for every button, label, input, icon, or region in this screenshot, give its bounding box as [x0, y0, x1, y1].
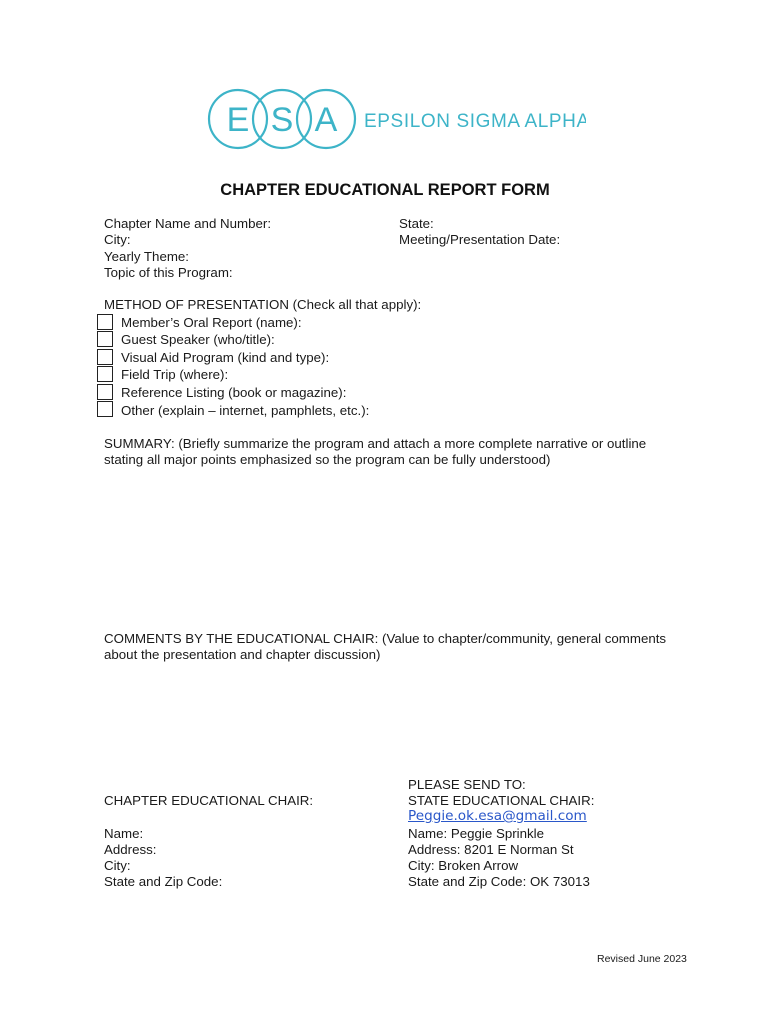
field-yearly-theme: Yearly Theme: — [104, 249, 190, 264]
method-option-other: Other (explain – internet, pamphlets, etc.): — [121, 403, 370, 418]
checkbox-reference-listing[interactable] — [97, 384, 113, 400]
checkbox-field-trip[interactable] — [97, 366, 113, 382]
state-chair-state-zip: State and Zip Code: OK 73013 — [408, 874, 590, 889]
method-option-field-trip: Field Trip (where): — [121, 367, 229, 382]
field-topic: Topic of this Program: — [104, 265, 233, 280]
logo-letter-a: A — [314, 101, 338, 139]
logo-letter-e: E — [226, 101, 250, 139]
chapter-chair-city: City: — [104, 858, 131, 873]
logo-wordmark: EPSILON SIGMA ALPHA — [364, 111, 586, 132]
field-meeting-date: Meeting/Presentation Date: — [399, 232, 561, 247]
method-heading: METHOD OF PRESENTATION (Check all that apply): — [104, 297, 422, 312]
summary-line-2: stating all major points emphasized so the program can be fully understood) — [104, 452, 551, 467]
chapter-chair-heading: CHAPTER EDUCATIONAL CHAIR: — [104, 793, 314, 808]
summary-line-1: SUMMARY: (Briefly summarize the program and attach a more complete narrative or outline — [104, 436, 647, 451]
state-chair-address: Address: 8201 E Norman St — [408, 842, 574, 857]
page-title: CHAPTER EDUCATIONAL REPORT FORM — [220, 181, 550, 199]
field-chapter-name: Chapter Name and Number: — [104, 216, 272, 231]
chapter-chair-name: Name: — [104, 826, 144, 841]
method-option-guest-speaker: Guest Speaker (who/title): — [121, 332, 275, 347]
esa-logo-mark — [206, 86, 586, 152]
field-city: City: — [104, 232, 131, 247]
checkbox-other[interactable] — [97, 401, 113, 417]
state-chair-city: City: Broken Arrow — [408, 858, 519, 873]
checkbox-visual-aid[interactable] — [97, 349, 113, 365]
method-option-reference-listing: Reference Listing (book or magazine): — [121, 385, 347, 400]
state-chair-name: Name: Peggie Sprinkle — [408, 826, 544, 841]
comments-line-2: about the presentation and chapter discussion) — [104, 647, 381, 662]
field-state: State: — [399, 216, 434, 231]
revised-date: Revised June 2023 — [597, 953, 687, 965]
chapter-chair-state-zip: State and Zip Code: — [104, 874, 223, 889]
esa-logo — [206, 86, 586, 152]
method-option-visual-aid: Visual Aid Program (kind and type): — [121, 350, 330, 365]
please-send-to: PLEASE SEND TO: — [408, 777, 526, 792]
checkbox-guest-speaker[interactable] — [97, 331, 113, 347]
chapter-chair-address: Address: — [104, 842, 157, 857]
state-chair-heading: STATE EDUCATIONAL CHAIR: — [408, 793, 595, 808]
logo-letter-s: S — [270, 101, 294, 139]
state-chair-email-link[interactable]: Peggie.ok.esa@gmail.com — [408, 808, 587, 824]
checkbox-oral-report[interactable] — [97, 314, 113, 330]
comments-line-1: COMMENTS BY THE EDUCATIONAL CHAIR: (Value to chapter/community, general comments — [104, 631, 667, 646]
method-option-oral-report: Member’s Oral Report (name): — [121, 315, 302, 330]
